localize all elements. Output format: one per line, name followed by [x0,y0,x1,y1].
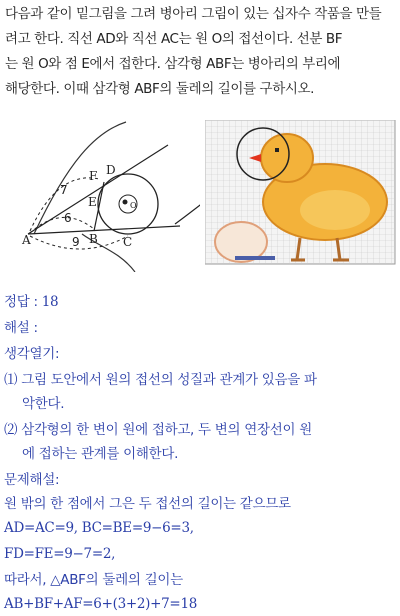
idea-2-line-a [4,420,312,440]
idea-2-text-b: 에 접하는 관계를 이해한다. [22,446,179,462]
problem-text [5,2,397,102]
figure-area [0,112,400,272]
answer-line [4,292,58,312]
explain-label: 해설 : [4,320,38,336]
idea-1-text-a: 그림 도안에서 원의 접선의 성질과 관계가 있음을 파 [21,372,317,388]
label-f: F [89,169,98,183]
solution-line-2: 따라서, △ABF의 둘레의 길이는 [4,572,183,588]
problem-line-3: 는 원 O와 점 E에서 접한다. 삼각형 ABF는 병아리의 부리에 [5,56,341,72]
problem-solution-title: 문제해설: [4,472,60,488]
eye-pupil [123,200,128,205]
equation-1: AD=AC=9, BC=BE=9−6=3, [4,520,194,536]
idea-1-text-b: 악한다. [22,396,65,412]
equation-3: AB+BF+AF=6+(3+2)+7=18 [4,596,198,612]
problem-line-4: 해당한다. 이때 삼각형 ABF의 둘레의 길이를 구하시오. [5,81,315,97]
label-o: O [130,201,137,210]
label-c: C [123,235,133,249]
label-b: B [89,232,98,246]
answer-value: 18 [41,294,59,310]
solution-line-1: 원 밖의 한 점에서 그은 두 접선의 길이는 같으므로 [4,496,291,512]
answer-label: 정답 : [4,294,38,310]
circle-o [98,174,158,234]
equation-2: FD=FE=9−7=2, [4,546,116,562]
pointer-arrow [175,172,200,224]
label-e: E [88,195,97,209]
tangent-line-ad [28,145,168,234]
label-d: D [106,163,116,177]
idea-title: 생각열기: [4,346,60,362]
label-a: A [22,233,31,247]
idea-2-number: ⑵ [4,422,18,438]
chick-cross-stitch-image [205,120,400,270]
idea-1-number: ⑴ [4,372,18,388]
tangent-line-ac [28,226,180,234]
geometry-diagram [0,112,200,272]
problem-line-1: 다음과 같이 밑그림을 그려 병아리 그림이 있는 십자수 작품을 만들 [5,6,382,22]
length-9: 9 [72,235,80,249]
length-6: 6 [64,211,72,225]
idea-2-text-a: 삼각형의 한 변이 원에 접하고, 두 변의 연장선이 원 [21,422,312,438]
idea-1-line-a [4,370,317,390]
problem-line-2: 려고 한다. 직선 AD와 직선 AC는 원 O의 접선이다. 선분 BF [5,31,343,47]
length-7: 7 [60,183,68,197]
